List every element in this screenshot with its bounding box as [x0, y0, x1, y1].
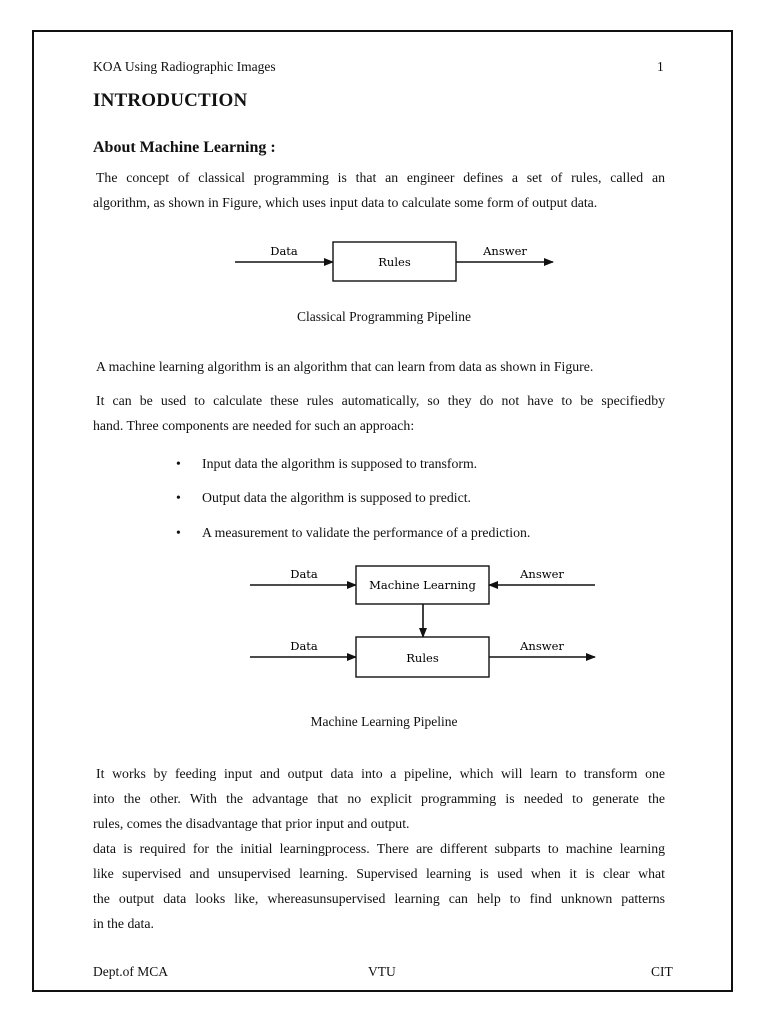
- list-item-text: Output data the algorithm is supposed to predict.: [202, 490, 471, 505]
- fig2-bottom-answer-label: Answer: [520, 639, 564, 653]
- figure1-caption: Classical Programming Pipeline: [297, 309, 471, 324]
- section-heading: INTRODUCTION: [93, 90, 248, 111]
- paragraph-line: It works by feeding input and output data into a pipeline, which will learn to transform one: [96, 766, 665, 781]
- paragraph-components: [93, 388, 665, 438]
- fig1-data-label: Data: [270, 244, 298, 258]
- list-item-text: Input data the algorithm is supposed to transform.: [202, 456, 478, 471]
- paragraph-line: hand. Three components are needed for such an approach:: [93, 418, 415, 433]
- paragraph-line: data is required for the initial learningprocess. There are different subparts to machine learning: [93, 841, 665, 856]
- paragraph-line: into the other. With the advantage that no explicit programming is needed to generate the: [93, 791, 665, 806]
- fig2-top-answer-label: Answer: [520, 567, 564, 581]
- page-number: 1: [657, 59, 664, 74]
- footer-center: VTU: [368, 964, 396, 979]
- footer-right: CIT: [651, 964, 673, 979]
- paragraph-line: in the data.: [93, 916, 154, 931]
- list-item-text: A measurement to validate the performance of a prediction.: [202, 525, 531, 540]
- footer-left: Dept.of MCA: [93, 964, 168, 979]
- paragraph-line: It can be used to calculate these rules automatically, so they do not have to be specifiedby: [96, 393, 665, 408]
- ml-pipeline-diagram: [246, 560, 602, 682]
- fig2-ml-label: Machine Learning: [369, 578, 476, 592]
- paragraph-line: The concept of classical programming is that an engineer defines a set of rules, called an: [96, 170, 665, 185]
- classical-pipeline-diagram: [230, 238, 560, 288]
- list-item: [176, 525, 530, 541]
- paragraph-line: rules, comes the disadvantage that prior input and output.: [93, 816, 410, 831]
- running-header-title: KOA Using Radiographic Images: [93, 59, 276, 74]
- subsection-heading: About Machine Learning :: [93, 139, 276, 156]
- fig2-rules-label: Rules: [406, 651, 439, 665]
- paragraph-line: algorithm, as shown in Figure, which uses input data to calculate some form of output data.: [93, 195, 598, 210]
- paragraph-ml-algorithm: [93, 354, 665, 379]
- paragraph-pipeline-explanation: [93, 761, 665, 936]
- paragraph-line: A machine learning algorithm is an algorithm that can learn from data as shown in Figure.: [96, 359, 594, 374]
- paragraph-line: like supervised and unsupervised learning. Supervised learning is used when it is clear what: [93, 866, 665, 881]
- bullet-icon: •: [176, 525, 181, 540]
- fig1-rules-label: Rules: [378, 255, 411, 269]
- paragraph-line: the output data looks like, whereasunsupervised learning can help to find unknown patterns: [93, 891, 665, 906]
- fig1-answer-label: Answer: [483, 244, 527, 258]
- paragraph-classical-programming: [93, 165, 665, 215]
- list-item: [176, 490, 471, 506]
- fig2-top-data-label: Data: [290, 567, 318, 581]
- fig2-bottom-data-label: Data: [290, 639, 318, 653]
- bullet-icon: •: [176, 490, 181, 505]
- list-item: [176, 456, 477, 472]
- bullet-icon: •: [176, 456, 181, 471]
- figure2-caption: Machine Learning Pipeline: [310, 714, 458, 729]
